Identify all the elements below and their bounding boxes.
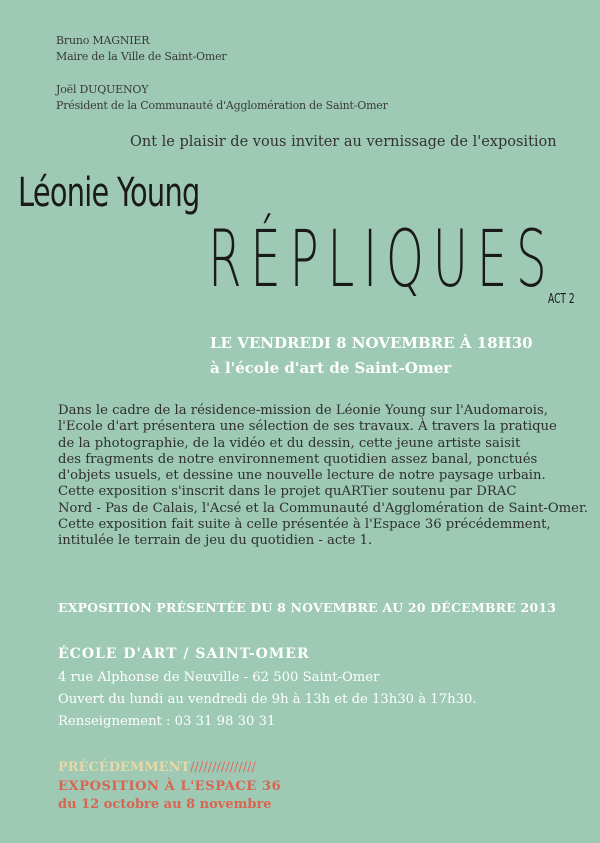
host-role-2: Président de la Communauté d'Agglomération de Saint-Omer bbox=[56, 99, 388, 112]
description bbox=[58, 403, 588, 550]
description-line: des fragments de notre environnement quotidien assez banal, ponctués bbox=[58, 451, 538, 467]
description-line: Cette exposition s'inscrit dans le projet quARTier soutenu par DRAC bbox=[58, 484, 517, 500]
school-name: ÉCOLE D'ART / SAINT-OMER bbox=[58, 646, 310, 662]
previously-label: PRÉCÉDEMMENT bbox=[58, 760, 191, 775]
artist-name: Léonie Young bbox=[18, 170, 200, 216]
act-label: ACT 2 bbox=[548, 292, 575, 307]
description-line: d'objets usuels, et dessine une nouvelle lecture de notre paysage urbain. bbox=[58, 468, 546, 484]
host-role-1: Maire de la Ville de Saint-Omer bbox=[56, 50, 227, 63]
description-line: Cette exposition fait suite à celle présentée à l'Espace 36 précédemment, bbox=[58, 517, 551, 533]
previously-slashes: /////////////// bbox=[190, 760, 256, 775]
previous-exhibition: EXPOSITION À L'ESPACE 36 bbox=[58, 779, 282, 794]
host-name-1: Bruno MAGNIER bbox=[56, 34, 150, 47]
event-place: à l'école d'art de Saint-Omer bbox=[210, 359, 452, 377]
description-line: de la photographie, de la vidéo et du dessin, cette jeune artiste saisit bbox=[58, 435, 521, 451]
description-line: intitulée le terrain de jeu du quotidien - acte 1. bbox=[58, 533, 373, 549]
host-name-2: Joël DUQUENOY bbox=[56, 83, 149, 96]
exhibition-dates: EXPOSITION PRÉSENTÉE DU 8 NOVEMBRE AU 20 DÉCEMBRE 2013 bbox=[58, 600, 557, 615]
invitation-intro: Ont le plaisir de vous inviter au vernissage de l'exposition bbox=[130, 134, 557, 150]
description-line: l'Ecole d'art présentera une sélection de ses travaux. À travers la pratique bbox=[58, 419, 557, 435]
description-line: Nord - Pas de Calais, l'Acsé et la Communauté d'Agglomération de Saint-Omer. bbox=[58, 500, 588, 516]
previous-dates: du 12 octobre au 8 novembre bbox=[58, 797, 272, 812]
previously-heading bbox=[58, 760, 256, 775]
school-address: 4 rue Alphonse de Neuville - 62 500 Saint-Omer bbox=[58, 670, 380, 685]
description-line: Dans le cadre de la résidence-mission de Léonie Young sur l'Audomarois, bbox=[58, 403, 548, 418]
exhibition-title: RÉPLIQUES bbox=[208, 215, 556, 305]
event-date: LE VENDREDI 8 NOVEMBRE À 18H30 bbox=[210, 334, 533, 352]
school-hours: Ouvert du lundi au vendredi de 9h à 13h et de 13h30 à 17h30. bbox=[58, 692, 477, 707]
school-info: Renseignement : 03 31 98 30 31 bbox=[58, 714, 276, 729]
